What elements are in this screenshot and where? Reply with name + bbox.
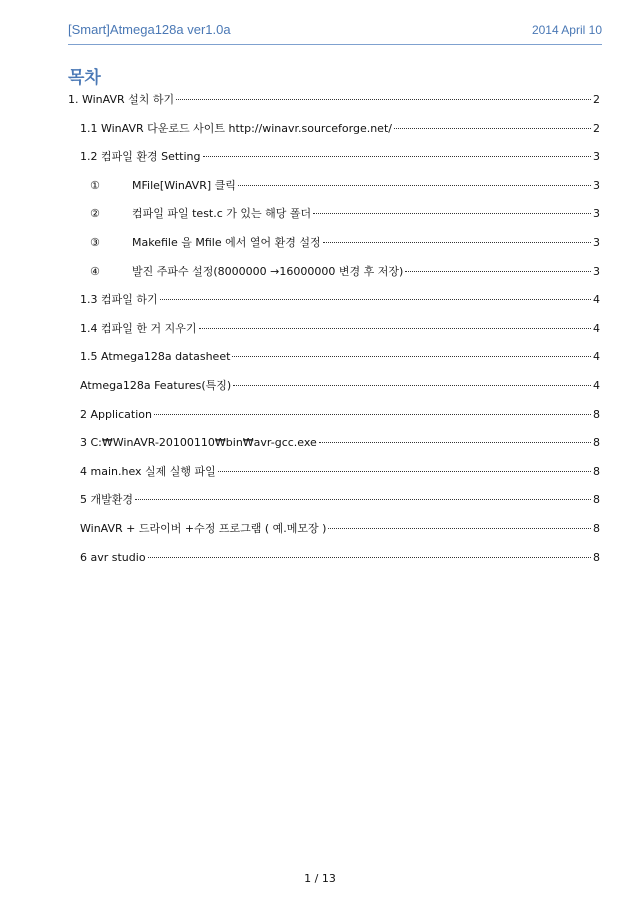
toc-entry-page: 3	[593, 207, 600, 221]
toc-entry-label: MFile[WinAVR] 클릭	[132, 178, 236, 192]
toc-entry[interactable]	[68, 121, 600, 150]
toc-entry-marker: ②	[90, 207, 100, 221]
toc-dot-leader	[238, 185, 591, 186]
toc-entry[interactable]	[68, 435, 600, 464]
toc-entry[interactable]	[68, 178, 600, 207]
toc-entry-label: WinAVR + 드라이버 +수정 프로그램 ( 예.메모장 )	[80, 521, 327, 535]
toc-heading: 목차	[68, 68, 101, 88]
toc-entry-page: 8	[593, 521, 600, 535]
toc-entry[interactable]	[68, 550, 600, 579]
toc-entry-label: 1.2 컴파일 환경 Setting	[80, 150, 201, 164]
toc-entry-page: 4	[593, 350, 600, 364]
toc-entry[interactable]	[68, 492, 600, 521]
toc-dot-leader	[232, 356, 591, 357]
toc-entry-marker: ③	[90, 235, 100, 249]
toc-entry-page: 4	[593, 321, 600, 335]
toc-entry-page: 3	[593, 235, 600, 249]
toc-dot-leader	[319, 442, 591, 443]
toc-entry-page: 3	[593, 150, 600, 164]
toc-entry-page: 8	[593, 407, 600, 421]
toc-dot-leader	[176, 99, 591, 100]
toc-entry-label: 5 개발환경	[80, 493, 133, 507]
toc-entry[interactable]	[68, 407, 600, 436]
toc-dot-leader	[233, 385, 591, 386]
toc-dot-leader	[148, 557, 591, 558]
toc-entry-label: 3 C:₩WinAVR-20100110₩bin₩avr-gcc.exe	[80, 436, 317, 450]
toc-entry[interactable]	[68, 92, 600, 121]
page-header	[68, 22, 602, 37]
toc-entry-page: 2	[593, 93, 600, 106]
toc-entry-page: 4	[593, 293, 600, 307]
toc-entry-label: 1.1 WinAVR 다운로드 사이트 http://winavr.sourceforge.net/	[80, 121, 392, 135]
page-number: 1 / 13	[304, 872, 336, 885]
toc-entry[interactable]	[68, 264, 600, 293]
toc-entry[interactable]	[68, 464, 600, 493]
toc-dot-leader	[154, 414, 591, 415]
toc-entry[interactable]	[68, 206, 600, 235]
toc-dot-leader	[218, 471, 591, 472]
toc-entry-page: 2	[593, 121, 600, 135]
toc-dot-leader	[405, 271, 591, 272]
toc-dot-leader	[313, 213, 591, 214]
toc-entry-page: 3	[593, 178, 600, 192]
toc-dot-leader	[160, 299, 591, 300]
toc-entry-label: 1.5 Atmega128a datasheet	[80, 350, 231, 364]
toc-entry-marker: ①	[90, 178, 100, 192]
toc-entry[interactable]	[68, 235, 600, 264]
toc-dot-leader	[135, 499, 591, 500]
toc-entry-page: 3	[593, 264, 600, 278]
toc-entry-page: 4	[593, 378, 600, 392]
toc-dot-leader	[328, 528, 591, 529]
toc-dot-leader	[203, 156, 592, 157]
toc-entry[interactable]	[68, 521, 600, 550]
toc-entry-label: 발진 주파수 설정(8000000 →16000000 변경 후 저장)	[132, 264, 404, 278]
toc-entry-label: Makefile 을 Mfile 에서 열어 환경 설정	[132, 235, 321, 249]
toc-entry[interactable]	[68, 321, 600, 350]
header-divider	[68, 44, 602, 45]
toc-dot-leader	[199, 328, 592, 329]
toc-entry-page: 8	[593, 550, 600, 564]
toc-entry[interactable]	[68, 149, 600, 178]
toc-entry-label: 1.4 컴파일 한 거 지우기	[80, 321, 197, 335]
toc-entry-page: 8	[593, 436, 600, 450]
toc-entry-page: 8	[593, 464, 600, 478]
toc-dot-leader	[394, 128, 591, 129]
document-date: 2014 April 10	[531, 23, 602, 37]
toc-entry-label: 컴파일 파일 test.c 가 있는 해당 폴더	[132, 207, 312, 221]
toc-entry[interactable]	[68, 378, 600, 407]
toc-dot-leader	[323, 242, 591, 243]
toc-entry-label: 6 avr studio	[80, 550, 146, 564]
toc-entry[interactable]	[68, 349, 600, 378]
table-of-contents	[68, 92, 600, 578]
toc-entry-marker: ④	[90, 264, 100, 278]
toc-entry-label: 4 main.hex 실제 실행 파일	[80, 464, 216, 478]
toc-entry-label: Atmega128a Features(특징)	[80, 378, 232, 392]
toc-entry[interactable]	[68, 292, 600, 321]
toc-entry-label: 1.3 컴파일 하기	[80, 293, 158, 307]
document-title: [Smart]Atmega128a ver1.0a	[68, 22, 231, 37]
toc-entry-page: 8	[593, 493, 600, 507]
toc-entry-label: 2 Application	[80, 407, 152, 421]
toc-entry-label: 1. WinAVR 설치 하기	[68, 93, 175, 106]
